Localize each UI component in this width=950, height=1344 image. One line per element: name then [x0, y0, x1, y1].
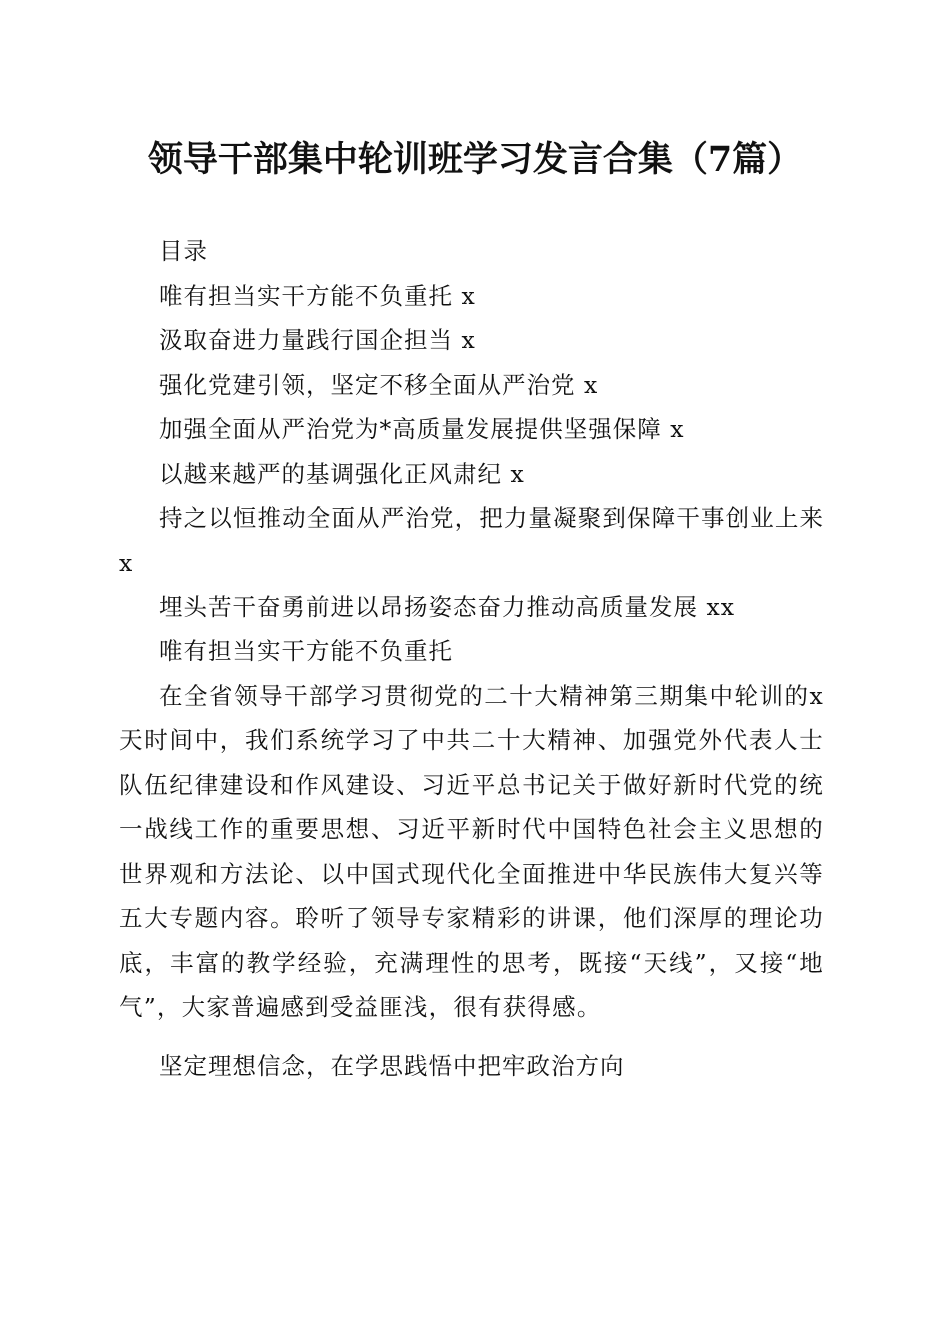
toc-item: 加强全面从严治党为*高质量发展提供坚强保障 x	[159, 415, 685, 443]
article-body	[119, 637, 824, 1088]
toc-item: 埋头苦干奋勇前进以昂扬姿态奋力推动高质量发展 xx	[159, 593, 735, 621]
toc-item: 持之以恒推动全面从严治党，把力量凝聚到保障干事创业上来 x	[119, 504, 824, 577]
toc-item: 汲取奋进力量践行国企担当 x	[159, 326, 476, 354]
table-of-contents	[119, 229, 824, 630]
article-title: 唯有担当实干方能不负重托	[159, 637, 453, 665]
toc-label: 目录	[159, 237, 208, 265]
toc-item: 以越来越严的基调强化正风肃纪 x	[159, 459, 525, 488]
document-title: 领导干部集中轮训班学习发言合集（7篇）	[147, 139, 803, 180]
toc-item: 强化党建引领，坚定不移全面从严治党 x	[159, 370, 599, 399]
article-paragraph: 在全省领导干部学习贯彻党的二十大精神第三期集中轮训的x天时间中，我们系统学习了中共二十大精神、加强党外代表人士队伍纪律建设和作风建设、习近平总书记关于做好新时代党的统一战线工作的重要思想、习近平新时代中国特色社会主义思想的世界观和方法论、以中国式现代化全面推进中华民族伟大复兴等五大专题内容。聆听了领导专家精彩的讲课，他们深厚的理论功底，丰富的教学经验，充满理性的思考，既接“天线”，又接“地气”，大家普遍感到受益匪浅，很有获得感。	[119, 681, 824, 1021]
toc-item: 唯有担当实干方能不负重托 x	[159, 281, 476, 310]
section-heading: 坚定理想信念，在学思践悟中把牢政治方向	[159, 1051, 625, 1080]
